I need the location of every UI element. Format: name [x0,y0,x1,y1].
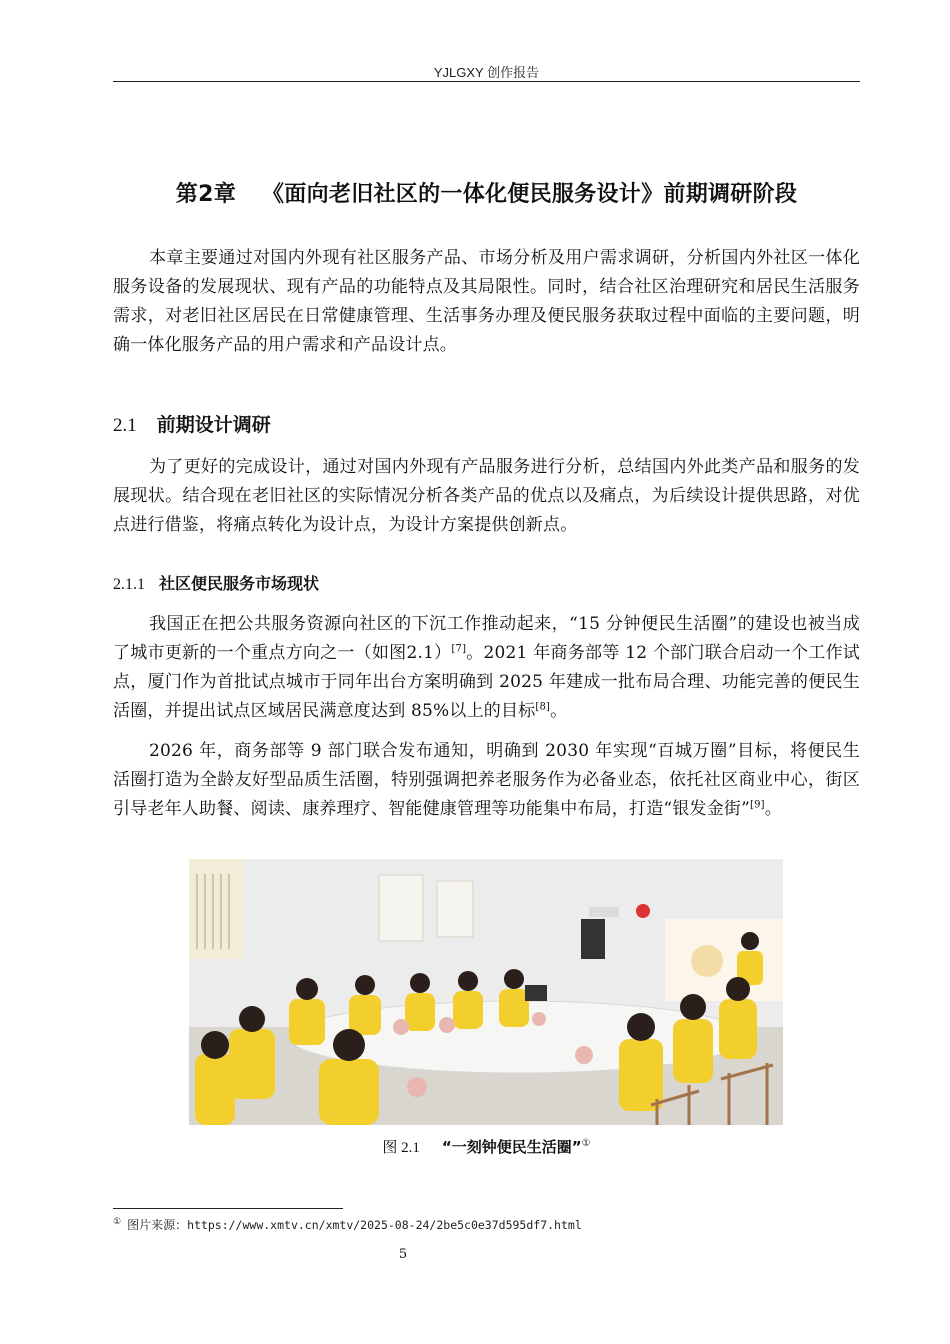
footnote-mark: ① [113,1217,122,1227]
p1-text-3: 。 [550,701,568,721]
chapter-number: 第2章 [175,182,236,207]
section-title: 前期设计调研 [156,414,271,436]
section-paragraph: 为了更好的完成设计，通过对国内外现有产品服务进行分析，总结国内外此类产品和服务的发展现状。结合现在老旧社区的实际情况分析各类产品的优点以及痛点，为后续设计提供思路，对优点进行借鉴，将痛点转化为设计点，为设计方案提供创新点。 [113,457,860,535]
p2-text-1: 2026 年，商务部等 9 部门联合发布通知，明确到 2030 年实现“百城万圈”目标，将便民生活圈打造为全龄友好型品质生活圈，特别强调把养老服务作为必备业态，依托社区商业中心，街区引导老年人助餐、阅读、康养理疗、智能健康管理等功能集中布局，打造“银发金街” [113,741,860,819]
figure-footnote-mark[interactable]: ① [581,1138,591,1149]
footnote-rule [113,1208,343,1209]
citation-8[interactable]: [8] [535,701,551,713]
citation-9[interactable]: [9] [749,799,765,811]
figure-caption-text: “一刻钟便民生活圈” [441,1138,582,1156]
section-heading [113,410,271,437]
figure-caption [113,1136,860,1157]
chapter-title-text: 《面向老旧社区的一体化便民服务设计》前期调研阶段 [262,182,798,207]
laptop [525,985,547,1001]
page-number: 5 [398,1247,408,1262]
p1-text-1: 我国正在把公共服务资源向社区的下沉工作推动起来，“15 分钟便民生活圈”的建设也被当成了城市更新的一个重点方向之一（如图2.1） [113,614,860,663]
figure-number: 图 2.1 [382,1140,420,1156]
projection-screen [665,919,783,1001]
wall-notice-1 [379,875,423,941]
citation-7[interactable]: [7] [451,643,467,655]
projector [589,907,619,917]
subsection-number: 2.1.1 [113,576,145,593]
p1-text-2: 。2021 年商务部等 12 个部门联合启动一个工作试点，厦门作为首批试点城市于同年出台方案明确到 2025 年建成一批布局合理、功能完善的便民生活圈，并提出试点区域居民满意度达到 85%以上的目标 [113,643,860,721]
market-paragraph-2 [113,737,860,824]
subsection-title: 社区便民服务市场现状 [159,574,320,593]
classroom-photo [189,859,783,1125]
footnote [113,1216,582,1233]
wall-notice-2 [437,881,473,937]
section-number: 2.1 [113,415,137,436]
intro-paragraph: 本章主要通过对国内外现有社区服务产品、市场分析及用户需求调研，分析国内外社区一体化服务设备的发展现状、现有产品的功能特点及其局限性。同时，结合社区治理研究和居民生活服务需求，对老旧社区居民在日常健康管理、生活事务办理及便民服务获取过程中面临的主要问题，明确一体化服务产品的用户需求和产品设计点。 [113,248,860,355]
p2-text-2: 。 [764,799,782,819]
figure-photo [189,859,783,1125]
market-paragraph-1 [113,610,860,726]
running-header: YJLGXY 创作报告 [433,65,540,80]
wall-speaker [581,919,605,959]
footnote-label: 图片来源： [127,1218,188,1232]
footnote-url[interactable]: https://www.xmtv.cn/xmtv/2025-08-24/2be5c0e37d595df7.html [187,1218,582,1232]
red-decoration [636,904,650,918]
header-rule [113,81,860,82]
chapter-title [113,177,860,208]
subsection-heading [113,571,319,594]
